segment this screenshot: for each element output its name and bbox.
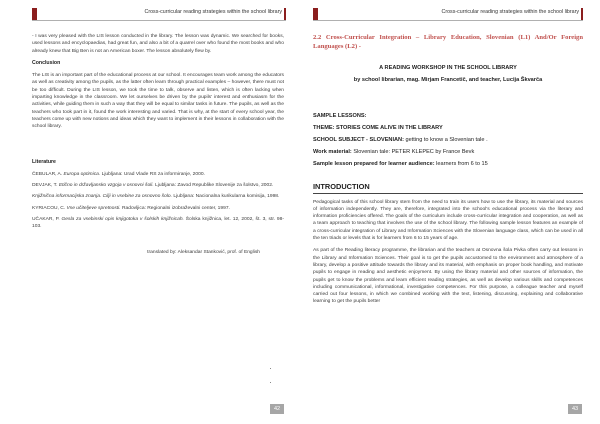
pupil-quote-paragraph: - I was very pleased with the LIS lesson conducted in the library. The lesson was dynamic. We searched for books, used lessons and encyclopaedias, had great fun, and also a bit of a quarrel over who found the most books and who already knew that Big Ben is not an American boxer. The lesson absolutely flew by. [32,34,284,54]
running-header-left [32,8,286,21]
header-end-marker-left [284,8,286,20]
running-header-right [313,8,583,21]
reference-item: KYRIACOU, C. Vse učiteljeve spretnosti. Radovljica: Regionalni izobraževalni center, 1997. [32,205,230,211]
lesson-material: Work material: Slovenian tale: PETER KLEPEC by France Bevk [313,148,475,155]
right-page [300,0,600,424]
stray-mark [270,382,271,383]
workshop-title: A READING WORKSHOP IN THE SCHOOL LIBRARY [379,65,517,71]
conclusion-heading: Conclusion [32,59,61,66]
header-end-marker-right [581,8,583,20]
lesson-audience: Sample lesson prepared for learner audience: learners from 6 to 15 [313,160,488,167]
workshop-authors: by school librarian, mag. Mirjam Francetič, and teacher, Lucija Škvarča [353,77,543,84]
header-marker-right [313,8,318,20]
conclusion-paragraph: The LIS is an important part of the educational process at our school. It encourages team work among the educators as well as creativity among the pupils, as the latter often learn through practical examples – however, there must not be too difficult. During the LIS lesson, we took the time to talk, observe and listen, which is often lacking when imparting knowledge in the classroom. We let ourselves be driven by the pupils' interest and enthusiasm for the activities, while guiding them in such a way that they will be equal to similar tasks in future. The pupils, as well as the teachers who took part in it, found the work interesting and varied. That is why, at the start of every school year, the teachers come up with new notions and ideas which they want to implement in their lessons in collaboration with the school library. [32,73,284,130]
right-page-content [313,33,583,306]
running-title-right: Cross-curricular reading strategies within the school library [441,9,579,15]
running-title-left: Cross-curricular reading strategies within the school library [144,9,282,15]
introduction-heading: INTRODUCTION [313,182,583,194]
translator-credit: translated by: Aleksandar Stanković, prof. of English [147,249,260,255]
lesson-theme: THEME: STORIES COME ALIVE IN THE LIBRARY [313,124,443,131]
stray-mark [270,368,271,369]
reference-item: Knjižnična informacijska znanja. Cilji in vsebine za osnovno šolo. Ljubljana: Nacionalna kurikularna komisija, 1998. [32,194,280,200]
lesson-subject: SCHOOL SUBJECT - SLOVENIAN: getting to know a Slovenian tale . [313,136,488,143]
reference-item: UČAKAR, P. Gesla za vsebinski opis knjigotoka v šolskih knjižnicah. Šolska knjižnica, let. 12, 2002, št. 3, str. 98-103. [32,217,285,230]
introduction-paragraph-1: Pedagogical tasks of this school library stem from the need to train its users how to use the library, its material and sources of information independently. They are, therefore, integrated into the school's educational process via the literary and information proficiencies offered. The goals of the curriculum include cross-curricular integration and cooperation, as well as a team approach to teaching that involves the use of the school library. The following sample lesson features an example of a cross-curricular integration of Library and Information Sciences with the Slovenian language class, which can be used in all the ten triads or levels that is for learners from 6 to 15 years of age. [313,199,583,242]
header-marker-left [32,8,37,20]
page-number-right: 43 [568,404,582,414]
introduction-paragraph-2: As part of the Reading literacy programme, the librarian and the teachers at Osnovna šola Pivka often carry out lessons in the Library and Information Sciences. Their goal is to get the pupils accustomed to the environment and atmosphere of a library, develop a positive attitude towards the library and its material, with emphasis on proper book handling, and motivate pupils to engage in reading and aesthetic enjoyment. By using the library material and other sources of information, the pupils get to know the problems and learn efficient reading strategies, as well as develop various skills and competences including communicational, informational, investigative competences. For this purpose, a colleague teacher and myself carried out four lessons, in which we combined working with the text, listening, discussing, explaining and collaborative learning to get the pupils better [313,248,583,305]
sample-lessons-label: SAMPLE LESSONS: [313,112,367,119]
reference-item: DEVJAK, T. Etično in državljansko vzgoja v osnovni šoli. Ljubljana: Zavod Republike Slovenije za šolstvo, 2002. [32,183,274,189]
left-page-content [32,33,284,256]
page-number-left: 42 [270,404,284,414]
literature-heading: Literature [32,158,56,165]
section-title: 2.2 Cross-Curricular Integration – Library Education, Slovenian (L1) And/Or Foreign Languages (L2) - [313,34,583,50]
reference-item: ČEBULAR, A. Europa optimica. Ljubljana: Urad Vlade RS za informiranje, 2000. [32,171,205,177]
